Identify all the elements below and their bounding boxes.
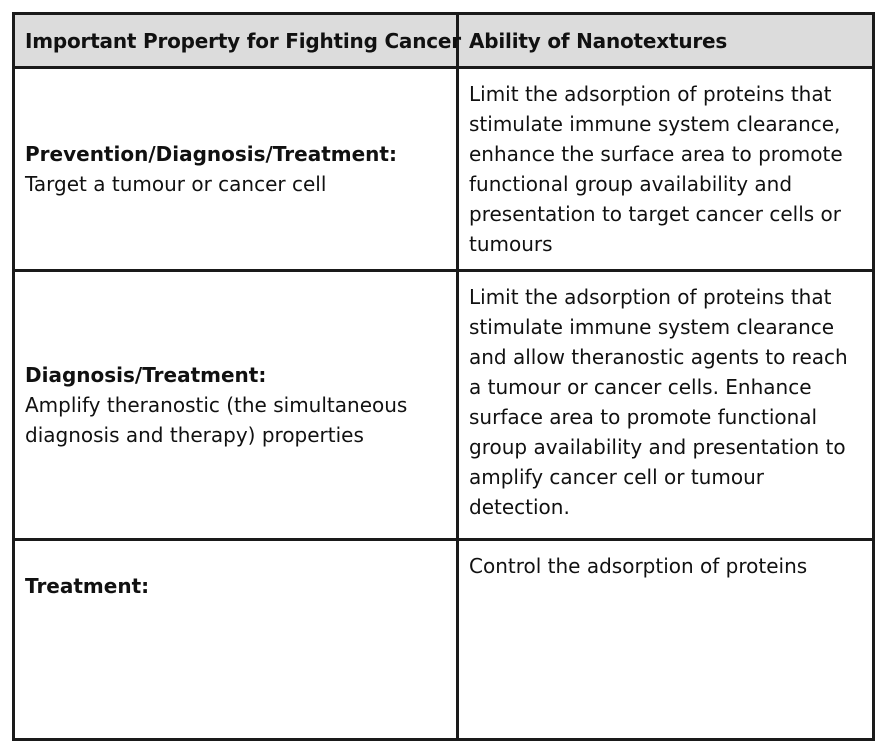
table-row bbox=[14, 540, 874, 740]
ability-cell: Control the adsorption of proteins bbox=[458, 540, 874, 740]
row-label: Prevention/Diagnosis/Treatment: bbox=[25, 142, 397, 166]
ability-cell: Limit the adsorption of proteins that stimulate immune system clearance, enhance the surface area to promote functional group availability and presentation to target cancer cells or tumours bbox=[458, 68, 874, 271]
ability-cell: Limit the adsorption of proteins that stimulate immune system clearance and allow theranostic agents to reach a tumour or cancer cells. Enhance surface area to promote functional group availability and presentation to amplify cancer cell or tumour detection. bbox=[458, 271, 874, 540]
row-property: Target a tumour or cancer cell bbox=[25, 172, 327, 196]
property-cell bbox=[14, 271, 458, 540]
header-ability: Ability of Nanotextures bbox=[458, 14, 874, 68]
header-row bbox=[14, 14, 874, 68]
row-label: Treatment: bbox=[25, 574, 150, 598]
header-property: Important Property for Fighting Cancer bbox=[14, 14, 458, 68]
property-cell bbox=[14, 68, 458, 271]
row-property: Amplify theranostic (the simultaneous diagnosis and therapy) properties bbox=[25, 393, 408, 447]
row-label: Diagnosis/Treatment: bbox=[25, 363, 267, 387]
property-cell bbox=[14, 540, 458, 740]
table-row bbox=[14, 271, 874, 540]
properties-table bbox=[12, 12, 875, 741]
table-row bbox=[14, 68, 874, 271]
